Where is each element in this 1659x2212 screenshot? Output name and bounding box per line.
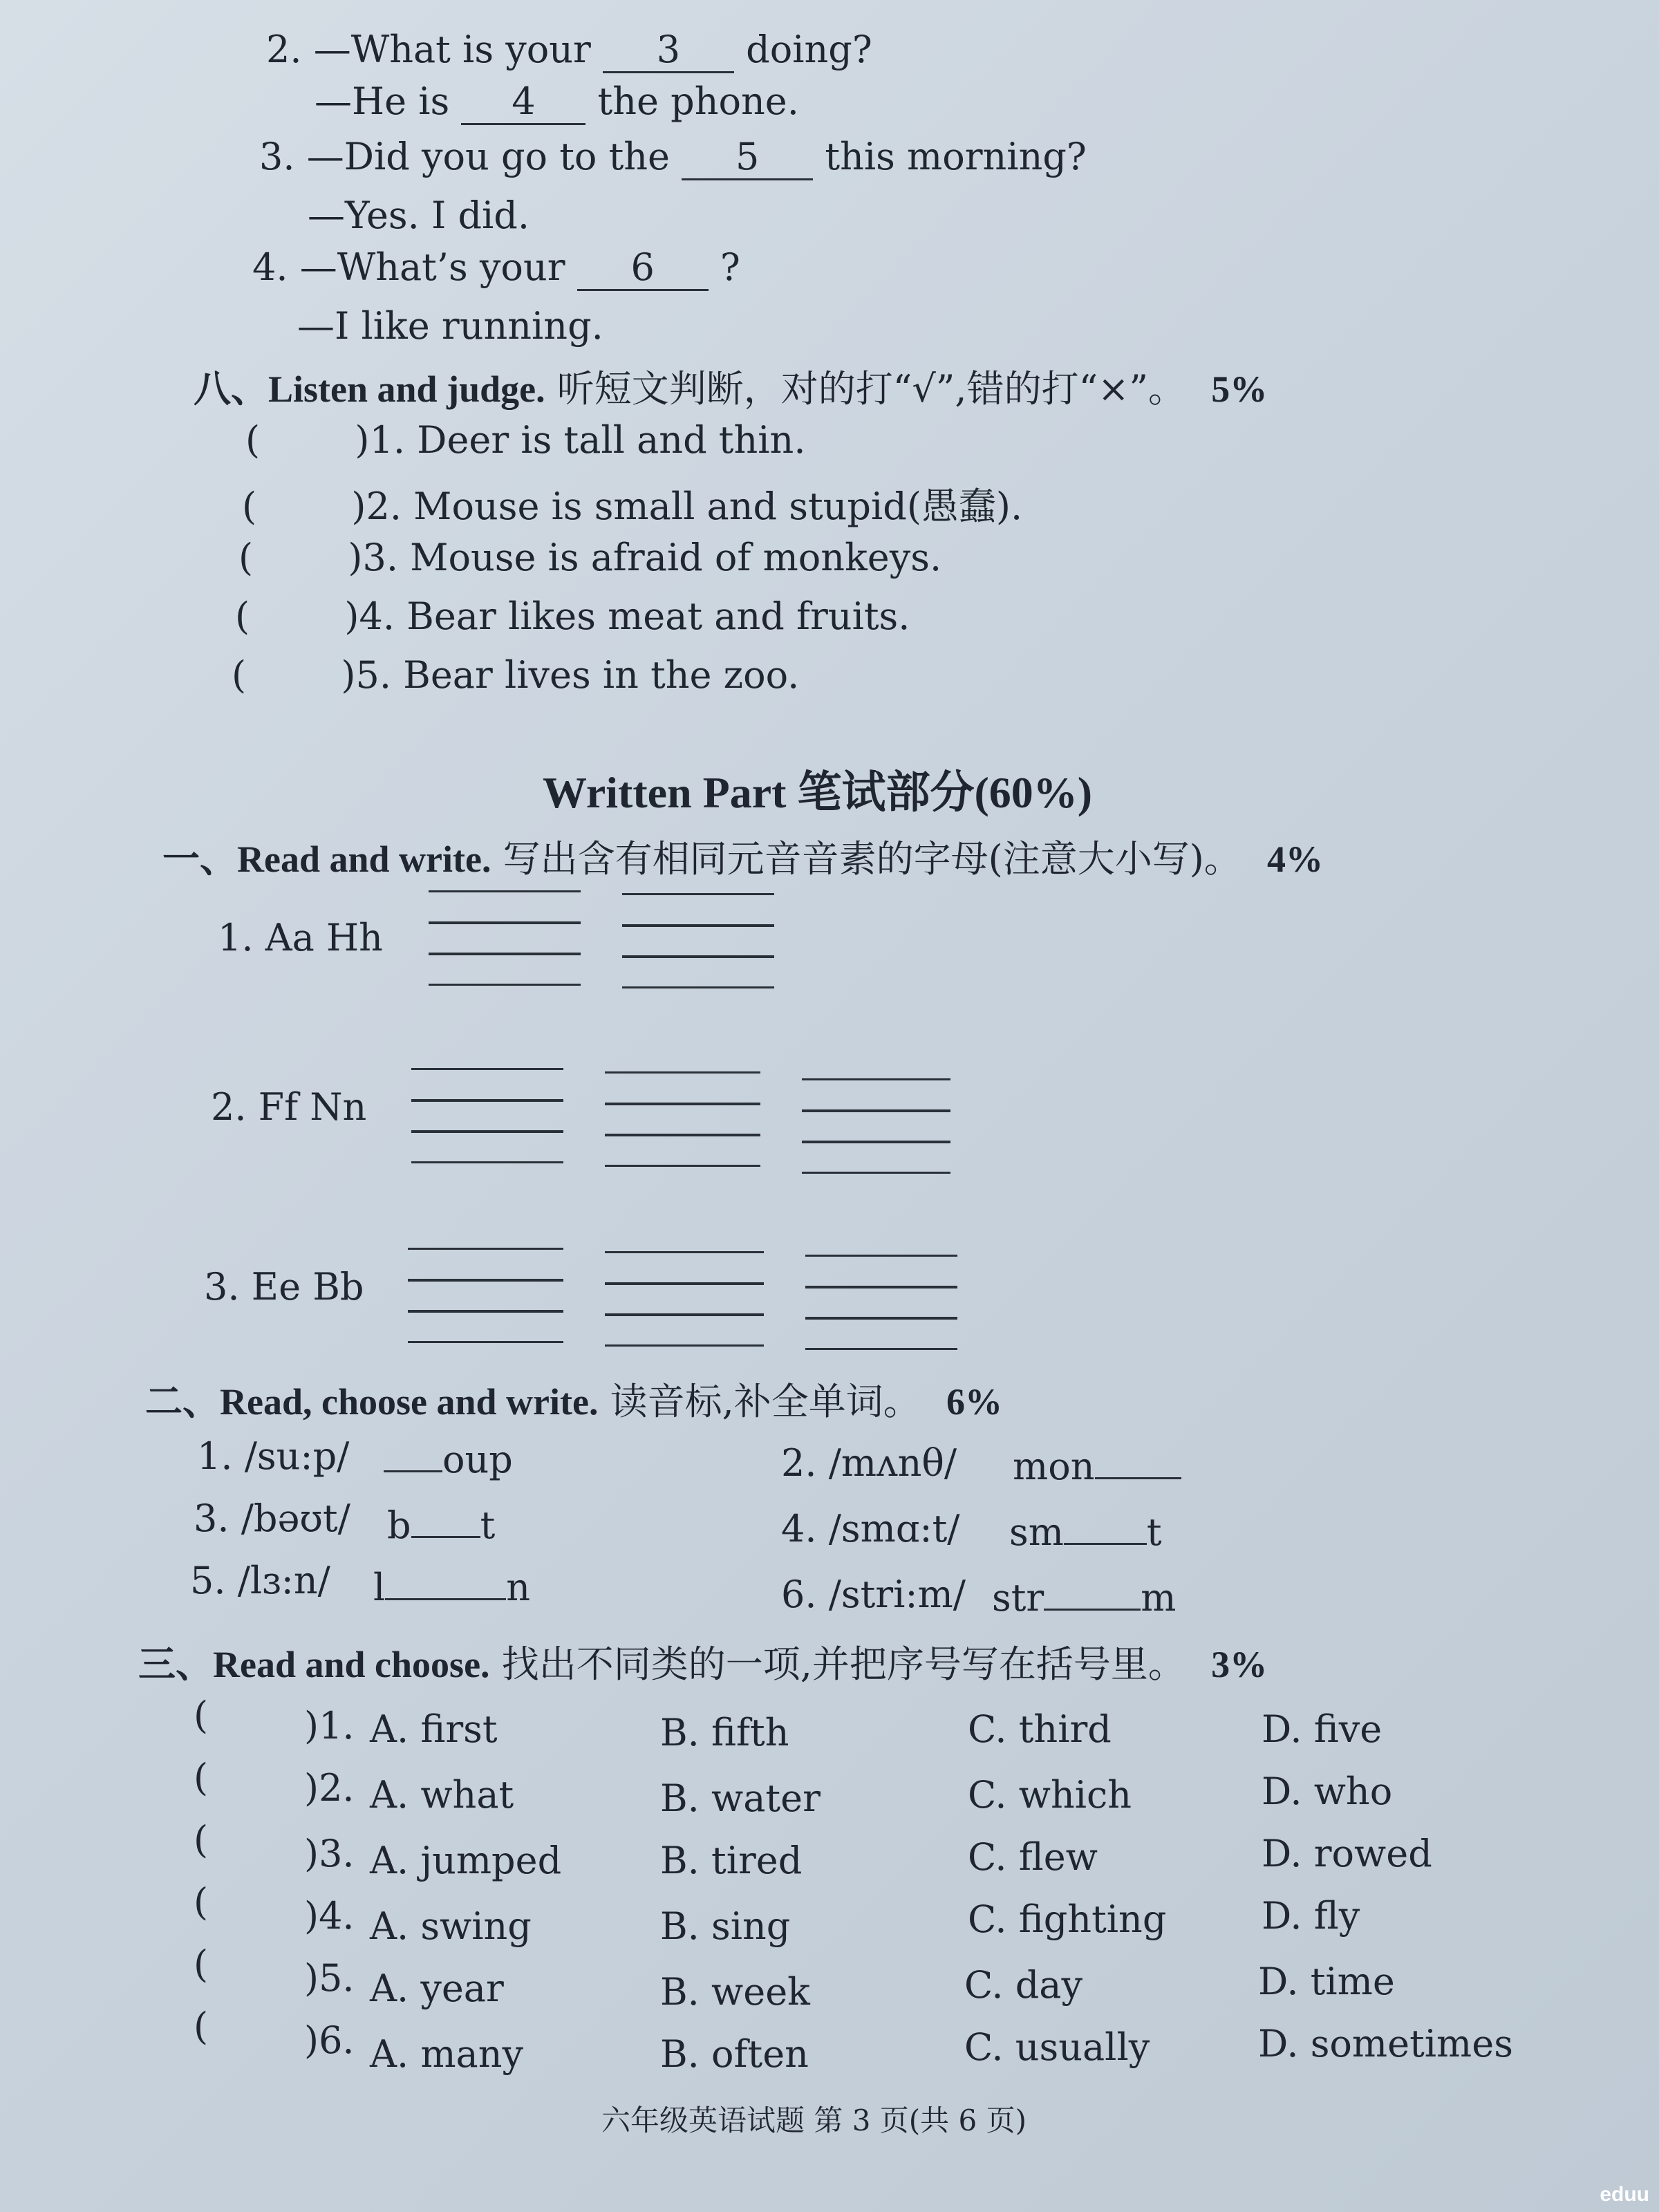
item-number: 2. xyxy=(781,1441,817,1485)
letter-blank[interactable] xyxy=(384,1470,442,1472)
word-part: b xyxy=(387,1503,411,1547)
option-b: B. sing xyxy=(660,1904,791,1948)
answer-bracket[interactable]: ( xyxy=(194,1756,209,1799)
section-title-en: Read, choose and write. xyxy=(220,1381,599,1423)
judge-statement: 5. Bear lives in the zoo. xyxy=(355,653,800,697)
answer-bracket[interactable]: ( xyxy=(194,1942,209,1986)
section-title-cn: 听短文判断，对的打“√”,错的打“×”。 xyxy=(556,367,1186,411)
section-number: 一、 xyxy=(162,838,237,880)
option-a: A. year xyxy=(370,1967,504,2010)
phonetic-item-1 xyxy=(197,1434,349,1478)
letter-blank[interactable] xyxy=(385,1598,506,1600)
word-part: str xyxy=(992,1576,1044,1620)
item-number: )5. xyxy=(304,1956,355,2000)
answer-blank: 3 xyxy=(603,28,734,73)
item-number: 5. xyxy=(190,1559,226,1602)
letter-blank[interactable] xyxy=(1064,1543,1147,1545)
item-number: )2. xyxy=(304,1766,355,1810)
option-c: C. third xyxy=(968,1707,1112,1751)
answer-bracket[interactable]: ( ) xyxy=(238,536,363,579)
word-blank-4 xyxy=(1009,1510,1162,1554)
letter-blank[interactable] xyxy=(1095,1477,1181,1479)
word-part: oup xyxy=(442,1438,513,1481)
item-number: 4. xyxy=(252,245,288,289)
section-number: 八、 xyxy=(194,368,268,410)
option-c: C. which xyxy=(968,1773,1132,1817)
option-b: B. water xyxy=(660,1777,821,1820)
option-c: C. flew xyxy=(968,1835,1098,1879)
judge-row-3 xyxy=(238,536,941,579)
word-part: l xyxy=(373,1566,386,1609)
option-b: B. often xyxy=(660,2032,809,2076)
answer-bracket[interactable]: ( xyxy=(194,1880,209,1924)
section-title-en: Listen and judge. xyxy=(268,368,545,410)
word-part: sm xyxy=(1009,1510,1064,1554)
option-d: D. rowed xyxy=(1262,1832,1432,1875)
listen-reply-2 xyxy=(315,79,799,125)
section-title-en: Read and choose. xyxy=(213,1644,490,1685)
item-number: 1. xyxy=(197,1434,233,1478)
question-text: ? xyxy=(720,245,740,289)
judge-statement: 1. Deer is tall and thin. xyxy=(369,418,806,462)
option-a: A. swing xyxy=(370,1904,532,1948)
word-part: t xyxy=(1146,1510,1162,1554)
section-title-cn: 写出含有相同元音音素的字母(注意大小写)。 xyxy=(503,837,1241,881)
answer-blank: 5 xyxy=(682,135,813,180)
word-part: n xyxy=(506,1566,531,1609)
listen-item-2 xyxy=(266,28,872,73)
question-text: —Did you go to the xyxy=(306,135,671,178)
section-title-cn: 读音标,补全单词。 xyxy=(610,1380,921,1423)
word-blank-5 xyxy=(373,1566,530,1609)
section-score: 3% xyxy=(1211,1644,1268,1685)
phonetic-item-3 xyxy=(194,1497,350,1540)
option-d: D. fly xyxy=(1262,1894,1360,1938)
phonetic-item-5 xyxy=(190,1559,330,1602)
question-text: —What’s your xyxy=(299,245,565,289)
answer-bracket[interactable]: ( ) xyxy=(235,594,359,638)
word-part: m xyxy=(1141,1576,1177,1620)
item-number: 6. xyxy=(781,1573,817,1616)
option-a: A. first xyxy=(370,1707,498,1751)
judge-statement: 3. Mouse is afraid of monkeys. xyxy=(362,536,942,579)
option-c: C. usually xyxy=(964,2025,1150,2069)
item-number: )3. xyxy=(304,1832,355,1875)
option-a: A. what xyxy=(370,1773,514,1817)
answer-bracket[interactable]: ( ) xyxy=(232,653,356,697)
phonetic-item-4 xyxy=(781,1507,959,1550)
answer-bracket[interactable]: ( xyxy=(194,2005,209,2048)
letter-pair-3: 3. Ee Bb xyxy=(204,1265,364,1309)
judge-statement: 4. Bear likes meat and fruits. xyxy=(359,594,910,638)
item-number: 2. xyxy=(266,28,302,71)
word-blank-1 xyxy=(384,1438,513,1481)
option-d: D. five xyxy=(1262,1707,1382,1751)
letter-pair-2: 2. Ff Nn xyxy=(211,1085,367,1129)
answer-bracket[interactable]: ( xyxy=(194,1818,209,1862)
item-number: 3. xyxy=(194,1497,229,1540)
item-number: 3. xyxy=(259,135,295,178)
phonetic: /lɜ:n/ xyxy=(237,1559,330,1602)
item-number: )1. xyxy=(304,1704,355,1747)
option-b: B. fifth xyxy=(660,1711,789,1754)
reply-text: the phone. xyxy=(597,79,799,123)
option-c: C. fighting xyxy=(968,1897,1167,1941)
listen-item-3 xyxy=(259,135,1087,180)
answer-bracket[interactable]: ( ) xyxy=(242,485,366,528)
judge-row-1 xyxy=(245,418,806,462)
section-score: 5% xyxy=(1211,368,1268,410)
watermark-logo: eduu xyxy=(1600,2183,1649,2206)
option-a: A. jumped xyxy=(370,1839,562,1882)
answer-blank: 6 xyxy=(577,245,709,291)
option-d: D. who xyxy=(1262,1770,1393,1813)
word-blank-2 xyxy=(1013,1445,1181,1488)
phonetic: /su:p/ xyxy=(244,1434,350,1478)
phonetic-item-6 xyxy=(781,1573,966,1616)
option-b: B. tired xyxy=(660,1839,803,1882)
word-blank-3 xyxy=(387,1503,495,1547)
item-number: )6. xyxy=(304,2018,355,2062)
phonetic: /stri:m/ xyxy=(828,1573,966,1616)
section8-heading xyxy=(194,359,1267,413)
answer-bracket[interactable]: ( xyxy=(194,1694,209,1737)
phonetic: /mʌnθ/ xyxy=(828,1441,957,1485)
judge-row-5 xyxy=(232,653,799,697)
question-text: doing? xyxy=(746,28,872,71)
section-title-cn: 找出不同类的一项,并把序号写在括号里。 xyxy=(501,1642,1185,1686)
page-footer: 六年级英语试题 第 3 页(共 6 页) xyxy=(601,2103,1027,2137)
option-b: B. week xyxy=(660,1970,810,2014)
section-number: 三、 xyxy=(138,1644,213,1685)
section-title-en: Read and write. xyxy=(237,838,491,880)
answer-blank: 4 xyxy=(461,79,585,125)
reply-text: —He is xyxy=(315,79,450,123)
judge-row-2 xyxy=(242,477,1022,530)
question-text: this morning? xyxy=(825,135,1087,178)
section1-heading xyxy=(162,830,1323,883)
written-part-title: Written Part 笔试部分(60%) xyxy=(543,768,1093,817)
section3-heading xyxy=(138,1635,1267,1688)
listen-item-4 xyxy=(252,245,740,291)
answer-bracket[interactable]: ( ) xyxy=(245,418,370,462)
listen-reply-3: —Yes. I did. xyxy=(308,194,530,237)
letter-pair-1: 1. Aa Hh xyxy=(218,916,383,959)
listen-reply-4: —I like running. xyxy=(297,304,603,348)
option-d: D. time xyxy=(1258,1960,1395,2003)
section-score: 4% xyxy=(1266,838,1323,880)
letter-blank[interactable] xyxy=(1044,1609,1141,1611)
section-number: 二、 xyxy=(145,1381,220,1423)
judge-row-4 xyxy=(235,594,910,638)
phonetic: /smɑ:t/ xyxy=(828,1507,960,1550)
letter-blank[interactable] xyxy=(411,1536,480,1538)
word-blank-6 xyxy=(992,1576,1176,1620)
word-part: t xyxy=(480,1503,496,1547)
option-d: D. sometimes xyxy=(1258,2022,1513,2065)
phonetic-item-2 xyxy=(781,1441,957,1485)
question-text: —What is your xyxy=(313,28,591,71)
item-number: )4. xyxy=(304,1894,355,1938)
section-score: 6% xyxy=(946,1381,1002,1423)
option-a: A. many xyxy=(370,2032,524,2076)
option-c: C. day xyxy=(964,1963,1082,2007)
judge-statement: 2. Mouse is small and stupid(愚蠢). xyxy=(366,485,1023,528)
phonetic: /bəʊt/ xyxy=(241,1497,350,1540)
word-part: mon xyxy=(1013,1445,1095,1488)
section2-heading xyxy=(145,1372,1002,1425)
item-number: 4. xyxy=(781,1507,817,1550)
